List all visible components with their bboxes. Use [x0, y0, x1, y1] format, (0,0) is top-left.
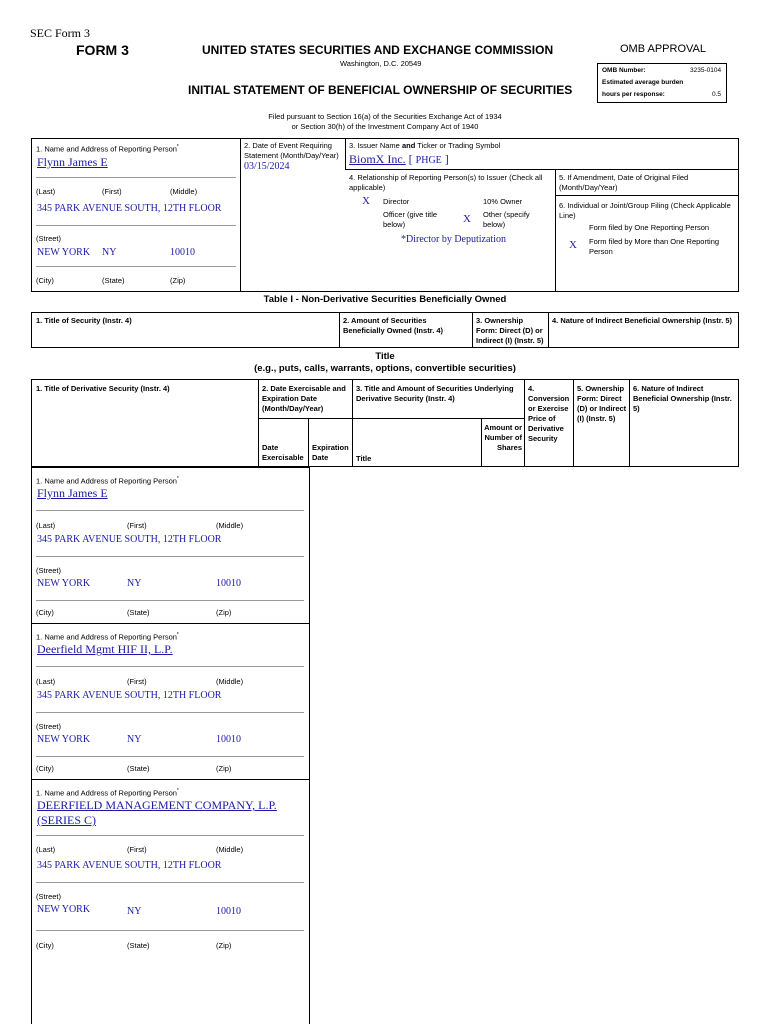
issuer-name-link[interactable]: BiomX Inc.	[349, 152, 406, 166]
first-label: (First)	[102, 187, 122, 196]
zip-value: 10010	[170, 247, 195, 258]
rule	[36, 600, 304, 601]
table2-col4: 4. Conversion or Exercise Price of Derivative Security	[528, 384, 570, 443]
one-person-label: Form filed by One Reporting Person	[589, 223, 710, 232]
divider	[258, 418, 524, 419]
filed-pursuant	[0, 112, 770, 132]
ticker-symbol: PHGE	[415, 155, 442, 166]
city-label: (City)	[36, 276, 54, 285]
state-label: (State)	[127, 608, 150, 617]
rule	[36, 835, 304, 836]
table2-title-block	[0, 351, 770, 375]
table2-col2: 2. Date Exercisable and Expiration Date (Month/Day/Year)	[262, 384, 346, 413]
first-label: (First)	[127, 677, 147, 686]
person3-street: 345 PARK AVENUE SOUTH, 12TH FLOOR	[37, 860, 222, 871]
event-date-value: 03/15/2024	[244, 161, 290, 172]
omb-number-label: OMB Number:	[602, 67, 646, 74]
more-person-label: Form filed by More than One Reporting Person	[589, 237, 720, 256]
table2-col6: 6. Nature of Indirect Beneficial Ownership (Instr. 5)	[633, 384, 732, 413]
divider	[629, 379, 630, 467]
omb-burden-label: Estimated average burden	[602, 79, 684, 86]
other-label: Other (specify below)	[483, 210, 530, 229]
footnote-star: *	[176, 144, 179, 150]
person2-zip: 10010	[216, 734, 241, 745]
person3-name-link-line2[interactable]: (SERIES C)	[37, 813, 97, 827]
person2-state: NY	[127, 734, 142, 745]
person2-street: 345 PARK AVENUE SOUTH, 12TH FLOOR	[37, 690, 222, 701]
omb-hours-label: hours per response:	[602, 91, 665, 98]
rule	[36, 756, 304, 757]
table1-col3: 3. Ownership Form: Direct (D) or Indirect (I) (Instr. 5)	[476, 316, 544, 345]
city-label: (City)	[36, 608, 54, 617]
bracket: [	[408, 152, 413, 166]
person-divider	[31, 779, 310, 780]
agency-city: Washington, D.C. 20549	[340, 59, 422, 68]
state-value: NY	[102, 247, 117, 258]
state-label: (State)	[127, 941, 150, 950]
officer-label: Officer (give title below)	[383, 210, 438, 229]
label-text: 1. Name and Address of Reporting Person	[36, 788, 177, 798]
person1-street: 345 PARK AVENUE SOUTH, 12TH FLOOR	[37, 534, 222, 545]
divider	[345, 138, 346, 169]
table2-subtitle: (e.g., puts, calls, warrants, options, convertible securities)	[254, 363, 516, 374]
filed-line-1: Filed pursuant to Section 16(a) of the Securities Exchange Act of 1934	[268, 112, 502, 121]
street-label: (Street)	[36, 722, 62, 731]
rule	[36, 712, 304, 713]
label-text: 1. Name and Address of Reporting Person	[36, 476, 177, 486]
table2-col1: 1. Title of Derivative Security (Instr. 4)	[36, 384, 170, 393]
label-and: and	[401, 141, 416, 150]
sec-form-label: SEC Form 3	[30, 26, 91, 40]
bracket: ]	[444, 152, 449, 166]
reporting-person-name-link[interactable]: Flynn James E	[37, 155, 108, 169]
director-label: Director	[383, 197, 410, 206]
additional-persons-box	[31, 467, 310, 1024]
table2-col5: 5. Ownership Form: Direct (D) or Indirect (I) (Instr. 5)	[577, 384, 627, 423]
zip-label: (Zip)	[170, 276, 186, 285]
last-label: (Last)	[36, 187, 56, 196]
issuer-line	[349, 152, 449, 167]
person3-name-link[interactable]: DEERFIELD MANAGEMENT COMPANY, L.P.	[37, 798, 277, 812]
divider	[555, 169, 556, 292]
label-text: 1. Name and Address of Reporting Person	[36, 144, 177, 154]
director-checkmark[interactable]: X	[362, 195, 370, 207]
city-label: (City)	[36, 941, 54, 950]
omb-hours-value: 0.5	[712, 91, 722, 98]
rule	[36, 556, 304, 557]
rule	[36, 177, 236, 178]
ten-pct-owner-label: 10% Owner	[483, 197, 523, 206]
rule	[36, 266, 236, 267]
city-value: NEW YORK	[37, 247, 91, 258]
footnote-star: *	[176, 788, 179, 794]
person3-name-block	[37, 798, 277, 828]
state-label: (State)	[127, 764, 150, 773]
issuer-label	[349, 141, 500, 151]
state-label: (State)	[102, 276, 125, 285]
rule	[36, 225, 236, 226]
divider	[524, 379, 525, 467]
person2-label	[36, 630, 179, 643]
person-divider	[31, 623, 310, 624]
rule	[36, 666, 304, 667]
label-text: 3. Issuer Name	[349, 141, 400, 150]
person2-name-link[interactable]: Deerfield Mgmt HIF II, L.P.	[37, 642, 173, 656]
table1-col2: 2. Amount of Securities Beneficially Owned (Instr. 4)	[343, 316, 444, 335]
omb-approval-title: OMB APPROVAL	[620, 43, 706, 55]
divider	[339, 312, 340, 348]
other-description: *Director by Deputization	[401, 234, 506, 245]
divider	[345, 169, 739, 170]
divider	[472, 312, 473, 348]
filed-line-2: or Section 30(h) of the Investment Company Act of 1940	[291, 122, 479, 131]
event-date-label: 2. Date of Event Requiring Statement (Month/Day/Year)	[244, 141, 339, 160]
first-label: (First)	[127, 521, 147, 530]
street-label: (Street)	[36, 566, 62, 575]
person2-city: NEW YORK	[37, 734, 91, 745]
divider	[555, 195, 739, 196]
table2-expiration-date: Expiration Date	[312, 443, 349, 462]
middle-label: (Middle)	[216, 521, 244, 530]
table2-title: Title	[375, 351, 395, 362]
statement-title: INITIAL STATEMENT OF BENEFICIAL OWNERSHIP OF SECURITIES	[188, 83, 573, 97]
rule	[36, 882, 304, 883]
table1-col4: 4. Nature of Indirect Beneficial Ownership (Instr. 5)	[552, 316, 733, 325]
relationship-label: 4. Relationship of Reporting Person(s) to Issuer (Check all applicable)	[349, 173, 543, 192]
joint-filing-label: 6. Individual or Joint/Group Filing (Check Applicable Line)	[559, 201, 731, 220]
divider	[308, 418, 309, 467]
person3-state: NY	[127, 906, 142, 917]
last-label: (Last)	[36, 845, 56, 854]
table1-col1: 1. Title of Security (Instr. 4)	[36, 316, 132, 325]
middle-label: (Middle)	[216, 677, 244, 686]
person1-zip: 10010	[216, 578, 241, 589]
form-title: FORM 3	[76, 42, 129, 58]
omb-number-value: 3235-0104	[690, 67, 722, 74]
first-label: (First)	[127, 845, 147, 854]
rule	[36, 930, 304, 931]
last-label: (Last)	[36, 521, 56, 530]
amendment-label: 5. If Amendment, Date of Original Filed (Month/Day/Year)	[559, 173, 689, 192]
street-value: 345 PARK AVENUE SOUTH, 12TH FLOOR	[37, 203, 222, 214]
zip-label: (Zip)	[216, 608, 232, 617]
rule	[36, 510, 304, 511]
label-text: 1. Name and Address of Reporting Person	[36, 632, 177, 642]
person1-city: NEW YORK	[37, 578, 91, 589]
footnote-star: *	[176, 476, 179, 482]
table2-title-col: Title	[356, 454, 372, 463]
more-person-checkmark[interactable]: X	[569, 239, 577, 251]
label-text: Ticker or Trading Symbol	[417, 141, 501, 150]
zip-label: (Zip)	[216, 764, 232, 773]
other-checkmark[interactable]: X	[463, 213, 471, 225]
divider	[240, 138, 241, 292]
city-label: (City)	[36, 764, 54, 773]
table1-title: Table I - Non-Derivative Securities Beneficially Owned	[263, 294, 507, 305]
person3-city: NEW YORK	[37, 904, 91, 915]
zip-label: (Zip)	[216, 941, 232, 950]
divider	[481, 418, 482, 467]
street-label: (Street)	[36, 892, 62, 901]
street-label: (Street)	[36, 234, 62, 243]
table2-amount-col: Amount or Number of Shares	[484, 423, 522, 452]
person3-label	[36, 786, 179, 799]
middle-label: (Middle)	[170, 187, 198, 196]
person1-state: NY	[127, 578, 142, 589]
middle-label: (Middle)	[216, 845, 244, 854]
person1-name-link[interactable]: Flynn James E	[37, 486, 108, 500]
table2-date-exercisable: Date Exercisable	[262, 443, 304, 462]
divider	[258, 379, 259, 467]
footnote-star: *	[176, 632, 179, 638]
person1-label	[36, 474, 179, 487]
table2-col3: 3. Title and Amount of Securities Underlying Derivative Security (Instr. 4)	[356, 384, 514, 403]
divider	[548, 312, 549, 348]
name-address-label	[36, 142, 179, 155]
last-label: (Last)	[36, 677, 56, 686]
person3-zip: 10010	[216, 906, 241, 917]
agency-title: UNITED STATES SECURITIES AND EXCHANGE COMMISSION	[202, 43, 554, 57]
